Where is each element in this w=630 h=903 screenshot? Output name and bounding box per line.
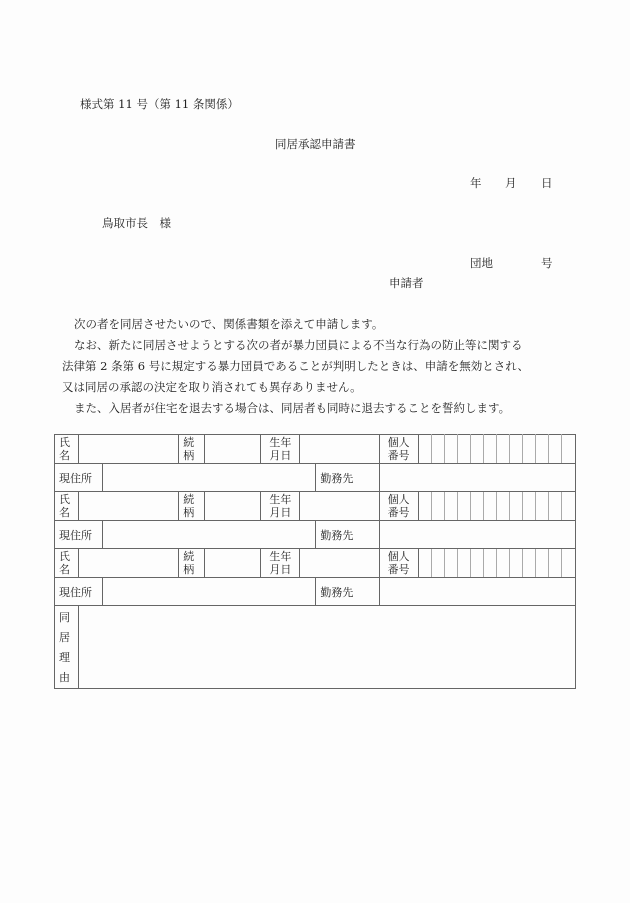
mynumber-digit-field[interactable] <box>496 549 509 578</box>
mynumber-digit-field[interactable] <box>418 435 431 464</box>
body-line: なお、新たに同居させようとする次の者が暴力団員による不当な行為の防止等に関する <box>74 338 523 352</box>
mynumber-digit-field[interactable] <box>509 549 522 578</box>
mynumber-digit-field[interactable] <box>561 549 575 578</box>
workplace-label: 勤務先 <box>316 578 379 606</box>
mynumber-digit-field[interactable] <box>483 435 496 464</box>
room-number-label: 号 <box>541 256 553 270</box>
mynumber-digit-field[interactable] <box>522 549 535 578</box>
mynumber-digit-field[interactable] <box>470 492 483 521</box>
mynumber-digit-field[interactable] <box>548 492 561 521</box>
person-1-row <box>55 435 576 464</box>
person-2-address-row <box>55 521 576 549</box>
address-field[interactable] <box>103 578 316 606</box>
address-field[interactable] <box>103 521 316 549</box>
mynumber-digit-field[interactable] <box>548 435 561 464</box>
danchi-label: 団地 <box>470 256 493 270</box>
address-label: 現住所 <box>55 464 103 492</box>
relation-label: 続 柄 <box>179 549 205 578</box>
mynumber-label: 個人 番号 <box>379 492 418 521</box>
birthdate-label: 生年 月日 <box>261 549 300 578</box>
cohabitant-table <box>54 434 576 689</box>
addressee: 鳥取市長 様 <box>102 216 171 230</box>
mynumber-digit-field[interactable] <box>522 492 535 521</box>
mynumber-digit-field[interactable] <box>431 435 444 464</box>
mynumber-digit-field[interactable] <box>457 492 470 521</box>
applicant-label: 申請者 <box>389 276 424 290</box>
body-line: また、入居者が住宅を退去する場合は、同居者も同時に退去することを誓約します。 <box>74 401 511 415</box>
mynumber-label: 個人 番号 <box>379 549 418 578</box>
mynumber-digit-field[interactable] <box>522 435 535 464</box>
mynumber-digit-field[interactable] <box>418 549 431 578</box>
name-field[interactable] <box>79 492 179 521</box>
person-2-row <box>55 492 576 521</box>
name-label: 氏 名 <box>55 549 79 578</box>
address-field[interactable] <box>103 464 316 492</box>
body-line: 法律第 2 条第 6 号に規定する暴力団員であることが判明したときは、申請を無効とされ、 <box>62 359 529 373</box>
relation-field[interactable] <box>205 435 261 464</box>
mynumber-digit-field[interactable] <box>457 549 470 578</box>
address-label: 現住所 <box>55 521 103 549</box>
date-day-label: 日 <box>541 176 553 190</box>
mynumber-digit-field[interactable] <box>457 435 470 464</box>
person-1-address-row <box>55 464 576 492</box>
workplace-field[interactable] <box>379 464 575 492</box>
date-year-label: 年 <box>470 176 482 190</box>
relation-field[interactable] <box>205 549 261 578</box>
reason-field[interactable] <box>79 606 576 689</box>
mynumber-digit-field[interactable] <box>444 435 457 464</box>
mynumber-label: 個人 番号 <box>379 435 418 464</box>
mynumber-digit-field[interactable] <box>535 435 548 464</box>
form-number: 様式第 11 号（第 11 条関係） <box>80 97 239 111</box>
birthdate-field[interactable] <box>300 435 379 464</box>
mynumber-digit-field[interactable] <box>548 549 561 578</box>
address-label: 現住所 <box>55 578 103 606</box>
document-title: 同居承認申請書 <box>275 137 356 151</box>
mynumber-digit-field[interactable] <box>535 549 548 578</box>
birthdate-field[interactable] <box>300 492 379 521</box>
mynumber-digit-field[interactable] <box>496 435 509 464</box>
mynumber-digit-field[interactable] <box>496 492 509 521</box>
relation-field[interactable] <box>205 492 261 521</box>
mynumber-digit-field[interactable] <box>418 492 431 521</box>
workplace-field[interactable] <box>379 521 575 549</box>
workplace-field[interactable] <box>379 578 575 606</box>
workplace-label: 勤務先 <box>316 521 379 549</box>
name-field[interactable] <box>79 435 179 464</box>
mynumber-digit-field[interactable] <box>431 549 444 578</box>
person-3-address-row <box>55 578 576 606</box>
mynumber-digit-field[interactable] <box>444 492 457 521</box>
mynumber-digit-field[interactable] <box>470 549 483 578</box>
body-line: 又は同居の承認の決定を取り消されても異存ありません。 <box>62 380 362 394</box>
mynumber-digit-field[interactable] <box>470 435 483 464</box>
mynumber-digit-field[interactable] <box>431 492 444 521</box>
mynumber-digit-field[interactable] <box>509 492 522 521</box>
mynumber-digit-field[interactable] <box>509 435 522 464</box>
relation-label: 続 柄 <box>179 435 205 464</box>
birthdate-label: 生年 月日 <box>261 435 300 464</box>
reason-row <box>55 606 576 689</box>
mynumber-digit-field[interactable] <box>444 549 457 578</box>
mynumber-digit-field[interactable] <box>483 492 496 521</box>
mynumber-digit-field[interactable] <box>561 435 575 464</box>
name-field[interactable] <box>79 549 179 578</box>
body-line: 次の者を同居させたいので、関係書類を添えて申請します。 <box>74 317 384 331</box>
birthdate-label: 生年 月日 <box>261 492 300 521</box>
date-month-label: 月 <box>505 176 517 190</box>
reason-label: 同 居 理 由 <box>55 606 79 689</box>
workplace-label: 勤務先 <box>316 464 379 492</box>
person-3-row <box>55 549 576 578</box>
relation-label: 続 柄 <box>179 492 205 521</box>
name-label: 氏 名 <box>55 492 79 521</box>
birthdate-field[interactable] <box>300 549 379 578</box>
body-text <box>62 314 562 419</box>
mynumber-digit-field[interactable] <box>561 492 575 521</box>
mynumber-digit-field[interactable] <box>483 549 496 578</box>
name-label: 氏 名 <box>55 435 79 464</box>
mynumber-digit-field[interactable] <box>535 492 548 521</box>
